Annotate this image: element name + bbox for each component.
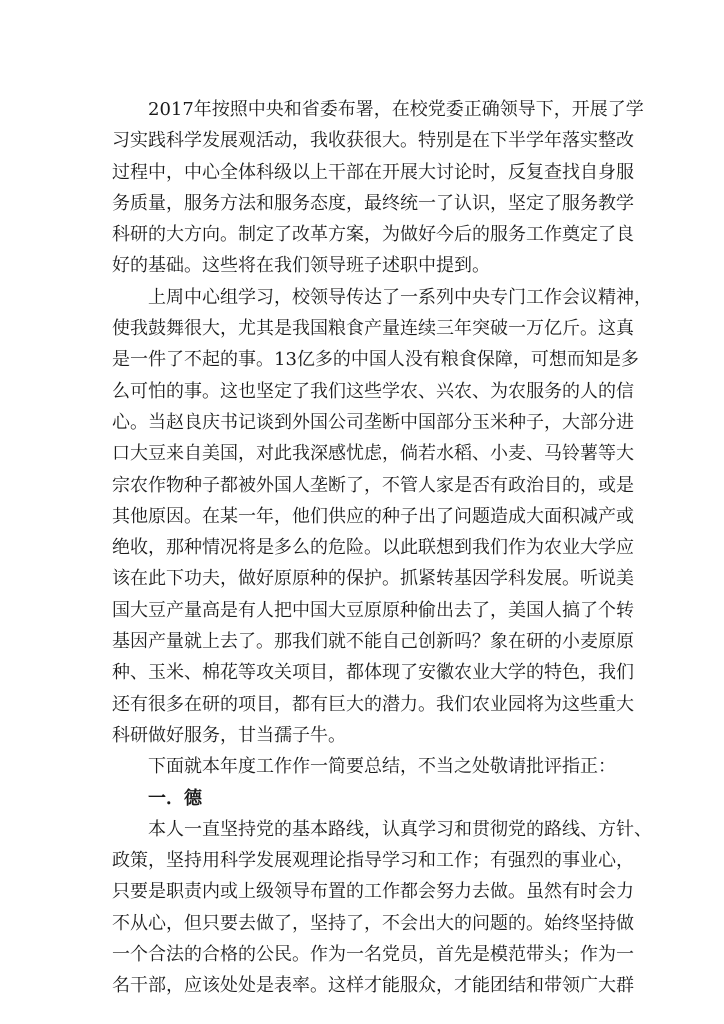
text-line: 好的基础。这些将在我们领导班子述职中提到。: [112, 255, 490, 277]
paragraph-3: [112, 751, 622, 782]
text-line: 使我鼓舞很大，尤其是我国粮食产量连续三年突破一万亿斤。这真: [112, 318, 634, 340]
text-line: 本人一直坚持党的基本路线，认真学习和贯彻党的路线、方针、: [148, 818, 652, 840]
text-line: 基因产量就上去了。那我们就不能自己创新吗？象在研的小麦原原: [112, 631, 634, 653]
paragraph-1: [112, 94, 644, 282]
paragraph-4: [112, 814, 652, 1002]
text-line: 只要是职责内或上级领导布置的工作都会努力去做。虽然有时会力: [112, 881, 634, 903]
text-line: 科研的大方向。制定了改革方案，为做好今后的服务工作奠定了良: [112, 224, 634, 246]
paragraph-2: [112, 282, 652, 751]
text-line: 其他原因。在某一年，他们供应的种子出了问题造成大面积减产或: [112, 505, 634, 527]
section-heading: 一．德: [148, 787, 202, 809]
text-line: 过程中，中心全体科级以上干部在开展大讨论时，反复查找自身服: [112, 161, 634, 183]
text-line: 种、玉米、棉花等攻关项目，都体现了安徽农业大学的特色，我们: [112, 662, 634, 684]
text-line: 口大豆来自美国，对此我深感忧虑，倘若水稻、小麦、马铃薯等大: [112, 443, 634, 465]
text-line: 政策，坚持用科学发展观理论指导学习和工作；有强烈的事业心，: [112, 850, 634, 872]
document-body: [112, 94, 652, 1002]
text-line: 2017年按照中央和省委布署，在校党委正确领导下，开展了学: [148, 99, 644, 120]
text-line: 绝收，那种情况将是多么的危险。以此联想到我们作为农业大学应: [112, 537, 634, 559]
text-line: 该在此下功夫，做好原原种的保护。抓紧转基因学科发展。听说美: [112, 568, 634, 590]
text-line: 习实践科学发展观活动，我收获很大。特别是在下半学年落实整改: [112, 130, 634, 152]
text-line: 宗农作物种子都被外国人垄断了，不管人家是否有政治目的，或是: [112, 474, 634, 496]
text-line: 一个合法的合格的公民。作为一名党员，首先是模范带头；作为一: [112, 944, 634, 966]
text-line: 下面就本年度工作作一简要总结，不当之处敬请批评指正：: [148, 756, 616, 778]
text-line: 科研做好服务，甘当孺子牛。: [112, 724, 346, 746]
text-line: 是一件了不起的事。13亿多的中国人没有粮食保障，可想而知是多: [112, 349, 639, 371]
text-line: 还有很多在研的项目，都有巨大的潜力。我们农业园将为这些重大: [112, 693, 634, 715]
text-line: 务质量，服务方法和服务态度，最终统一了认识，坚定了服务教学: [112, 192, 634, 214]
text-line: 不从心，但只要去做了，坚持了，不会出大的问题的。始终坚持做: [112, 912, 634, 934]
text-line: 么可怕的事。这也坚定了我们这些学农、兴农、为农服务的人的信: [112, 380, 634, 402]
text-line: 国大豆产量高是有人把中国大豆原原种偷出去了，美国人搞了个转: [112, 599, 634, 621]
text-line: 心。当赵良庆书记谈到外国公司垄断中国部分玉米种子，大部分进: [112, 411, 634, 433]
text-line: 名干部，应该处处是表率。这样才能服众，才能团结和带领广大群: [112, 975, 634, 997]
text-line: 上周中心组学习，校领导传达了一系列中央专门工作会议精神，: [148, 286, 652, 308]
